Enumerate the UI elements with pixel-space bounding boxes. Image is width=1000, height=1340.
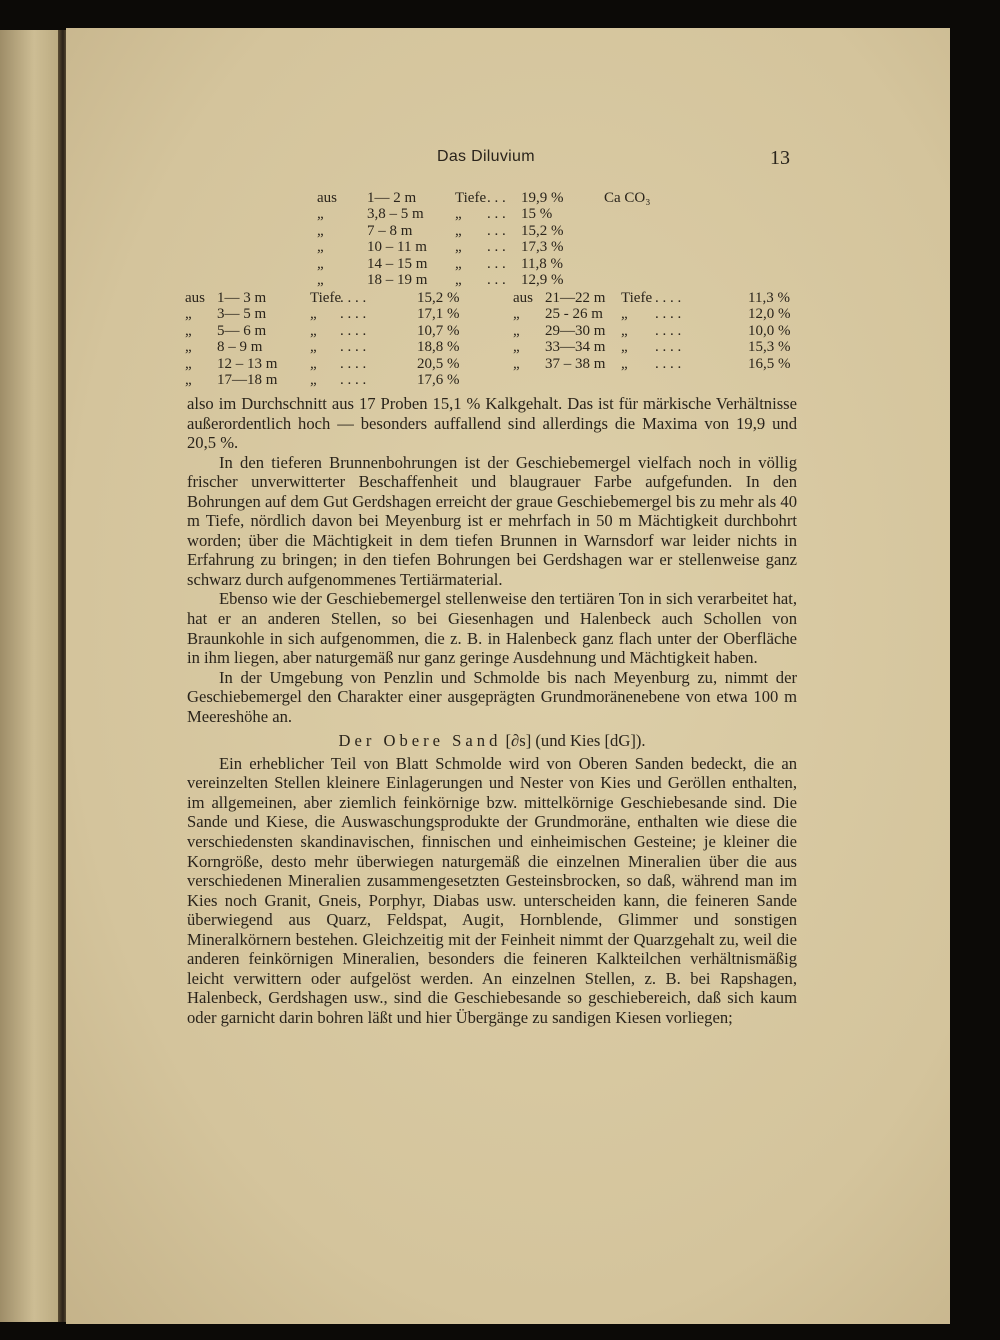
table-cell: „ xyxy=(317,271,324,288)
table-cell: Tiefe xyxy=(310,290,342,306)
table-cell: . . . xyxy=(487,222,506,239)
table-cell: „ xyxy=(513,306,520,323)
table-cell: „ xyxy=(185,322,192,339)
table-cell: 17,1 % xyxy=(417,306,460,323)
paragraph-1: also im Durchschnitt aus 17 Proben 15,1 % Kalkgehalt. Das ist für märkische Verhältnisse außerordentlich hoch — besonders auffallend sind allerdings die Maxima von 19,9 und 20,5 %. xyxy=(187,394,797,453)
table-cell: aus xyxy=(513,290,533,306)
table-cell: 1— 3 m xyxy=(217,290,267,306)
table-cell: „ xyxy=(317,222,324,239)
table-cell: „ xyxy=(513,355,520,372)
table-cell: 37 – 38 m xyxy=(545,355,606,372)
table-cell: 8 – 9 m xyxy=(217,339,263,356)
table-cell: 17,3 % xyxy=(521,239,564,256)
table-cell: . . . . xyxy=(340,355,367,372)
table-cell: „ xyxy=(621,322,628,339)
table-cell: „ xyxy=(455,255,462,272)
table-cell: 15,2 % xyxy=(417,290,460,306)
facing-page-edge xyxy=(0,30,62,1322)
table-cell: . . . xyxy=(487,239,506,256)
table-cell: „ xyxy=(621,306,628,323)
table-cell: „ xyxy=(317,206,324,223)
table-cell: 18,8 % xyxy=(417,339,460,356)
table-cell: 15,2 % xyxy=(521,222,564,239)
table-cell: „ xyxy=(455,222,462,239)
table-cell: 10,0 % xyxy=(748,322,791,339)
table-cell: 12 – 13 m xyxy=(217,355,278,372)
table-cell: 1— 2 m xyxy=(367,190,417,206)
table-cell: 15,3 % xyxy=(748,339,791,356)
table-cell: 11,8 % xyxy=(521,255,563,272)
table-cell: „ xyxy=(310,355,317,372)
table-cell: . . . . xyxy=(340,322,367,339)
table-cell: 12,0 % xyxy=(748,306,791,323)
table-cell: 12,9 % xyxy=(521,271,564,288)
table-cell: 17—18 m xyxy=(217,371,278,388)
table-cell: . . . xyxy=(487,255,506,272)
section-heading xyxy=(187,731,797,751)
table-cell: 10,7 % xyxy=(417,322,460,339)
table-cell: 5— 6 m xyxy=(217,322,267,339)
table-cell: . . . . xyxy=(655,355,682,372)
table-cell: „ xyxy=(310,371,317,388)
table-cell: „ xyxy=(185,339,192,356)
table-cell: 15 % xyxy=(521,206,553,223)
table-cell: . . . . xyxy=(655,322,682,339)
table-cell: „ xyxy=(455,239,462,256)
table-cell: 20,5 % xyxy=(417,355,460,372)
table-cell: 29—30 m xyxy=(545,322,606,339)
table-cell: . . . xyxy=(487,190,506,206)
table-cell: „ xyxy=(310,306,317,323)
table-cell: . . . . xyxy=(655,290,682,306)
table-cell: Ca CO₃ xyxy=(604,190,651,206)
table-cell: . . . . xyxy=(340,339,367,356)
table-cell: „ xyxy=(310,339,317,356)
table-cell: . . . . xyxy=(340,371,367,388)
section-heading-symbols: [∂s] (und Kies [dG]). xyxy=(505,731,646,751)
table-cell: . . . . xyxy=(655,306,682,323)
table-cell: . . . . xyxy=(340,306,367,323)
table-cell: „ xyxy=(513,339,520,356)
table-cell: „ xyxy=(185,371,192,388)
table-cell: „ xyxy=(317,239,324,256)
table-cell: 10 – 11 m xyxy=(367,239,427,256)
table-cell: 16,5 % xyxy=(748,355,791,372)
running-title: Das Diluvium xyxy=(437,148,535,165)
table-cell: Tiefe xyxy=(455,190,487,206)
page-header xyxy=(0,148,1000,172)
table-cell: 21—22 m xyxy=(545,290,606,306)
table-cell: . . . xyxy=(487,271,506,288)
table-cell: . . . . xyxy=(655,339,682,356)
table-cell: Tiefe xyxy=(621,290,653,306)
table-cell: 3— 5 m xyxy=(217,306,267,323)
table-cell: 11,3 % xyxy=(748,290,790,306)
table-cell: „ xyxy=(310,322,317,339)
table-cell: 3,8 – 5 m xyxy=(367,206,424,223)
body-text xyxy=(187,394,797,1028)
table-cell: „ xyxy=(317,255,324,272)
table-cell: „ xyxy=(185,355,192,372)
table-cell: 33—34 m xyxy=(545,339,606,356)
table-cell: 25 - 26 m xyxy=(545,306,603,323)
paragraph-5: Ein erheblicher Teil von Blatt Schmolde wird von Oberen Sanden bedeckt, die an vereinzelten Stellen kleinere Einlagerungen und Nester von Kies und Geröllen enthalten, im allgemeinen, aber ziemlich feinkörnige bzw. mittelkörnige Geschiebesande sind. Die Sande und Kiese, die Auswaschungsprodukte der Grundmoräne, enthalten wie diese die verschiedensten skandinavischen, finnischen und einheimischen Gesteine; je kleiner die Korngröße, desto mehr überwiegen naturgemäß die einzelnen Mineralien über die aus verschiedenen Mineralien zusammengesetzten Gesteinsbrocken, so daß, während man im Kies noch Granit, Gneis, Porphyr, Diabas usw. unterscheiden kann, die feineren Sande überwiegend aus Quarz, Feldspat, Augit, Hornblende, Glimmer und sonstigen Mineralkörnern bestehen. Gleichzeitig mit der Feinheit nimmt der Quarzgehalt zu, weil die anderen feinkörnigen Mineralien, besonders die feineren Kalkteilchen verhältnismäßig leicht verwittern oder aufgelöst werden. An einzelnen Stellen, z. B. bei Rapshagen, Halenbeck, Gerdshagen usw., sind die Geschiebesande so geschiebereich, daß sich kaum oder garnicht darin bohren läßt und hier Übergänge zu sandigen Kiesen vorliegen; xyxy=(187,753,797,1027)
paragraph-2: In den tieferen Brunnenbohrungen ist der Geschiebemergel vielfach noch in völlig frischer unverwitterter Beschaffenheit und blaugrauer Farbe aufgefunden. In den Bohrungen auf dem Gut Gerdshagen erreicht der graue Geschiebemergel bis zu mehr als 40 m Tiefe, nördlich davon bei Meyenburg ist er mehrfach in 50 m Mächtigkeit durchbohrt worden; über die Mächtigkeit in dem tiefen Brunnen in Warnsdorf war leider nichts in Erfahrung zu bringen; in den tiefen Bohrungen bei Gerdshagen war er stellenweise ganz schwarz durch aufgenommenes Tertiärmaterial. xyxy=(187,452,797,589)
section-heading-title: Der Obere Sand xyxy=(338,731,502,751)
table-cell: . . . xyxy=(487,206,506,223)
paragraph-4: In der Umgebung von Penzlin und Schmolde bis nach Meyenburg zu, nimmt der Geschiebemergel den Charakter einer ausgeprägten Grundmoränenebene von etwa 100 m Meereshöhe an. xyxy=(187,667,797,726)
table-cell: „ xyxy=(455,271,462,288)
paragraph-3: Ebenso wie der Geschiebemergel stellenweise den tertiären Ton in sich verarbeitet hat, hat er an anderen Stellen, so bei Giesenhagen und Halenbeck auch Schollen von Braunkohle in sich aufgenommen, die z. B. in Halenbeck ganz flach unter der Oberfläche in ihm liegen, aber naturgemäß nur ganz geringe Ausdehnung und Mächtigkeit haben. xyxy=(187,589,797,668)
table-cell: 19,9 % xyxy=(521,190,564,206)
table-cell: 18 – 19 m xyxy=(367,271,428,288)
table-cell: 14 – 15 m xyxy=(367,255,428,272)
page-number: 13 xyxy=(770,147,790,169)
table-cell: 17,6 % xyxy=(417,371,460,388)
table-cell: „ xyxy=(455,206,462,223)
table-cell: „ xyxy=(621,339,628,356)
table-cell: aus xyxy=(317,190,337,206)
table-cell: „ xyxy=(185,306,192,323)
table-cell: aus xyxy=(185,290,205,306)
table-cell: 7 – 8 m xyxy=(367,222,413,239)
table-cell: „ xyxy=(621,355,628,372)
table-cell: . . . . xyxy=(340,290,367,306)
table-cell: „ xyxy=(513,322,520,339)
